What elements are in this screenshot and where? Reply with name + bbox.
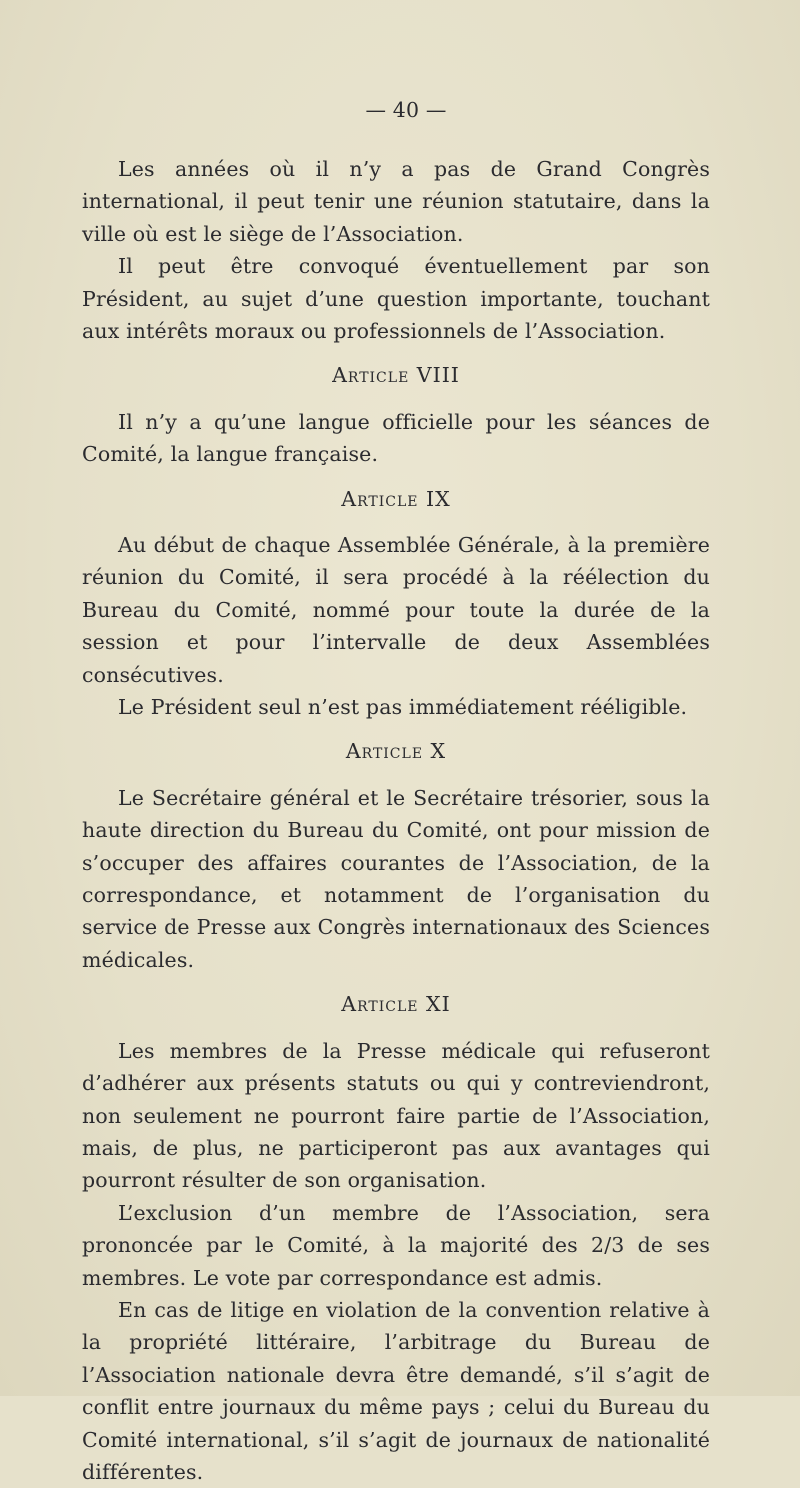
page-number: — 40 — bbox=[365, 98, 447, 122]
paragraph: Au début de chaque Assemblée Générale, à la première réunion du Comité, il sera procédé à la réélection du Bureau du Comité, nommé pour toute la durée de la session et pour l’intervalle de deux Assemblées consécutives. bbox=[82, 533, 710, 687]
paragraph: Le Secrétaire général et le Secrétaire trésorier, sous la haute direction du Bureau du Comité, ont pour mission de s’occuper des affaires courantes de l’Association, de la correspondance, et notamment de l’organisation du service de Presse aux Congrès internationaux des Sciences médicales. bbox=[82, 785, 710, 972]
paragraph: En cas de litige en violation de la convention relative à la propriété littéraire, l’arbitrage du Bureau de l’Association nationale devra être demandé, s’il s’agit de conflit entre journaux du même pays ; celui du Bureau du Comité international, s’il s’agit de journaux de nationalité différentes. bbox=[82, 1297, 710, 1484]
article-heading: Article IX bbox=[341, 486, 451, 511]
page-text bbox=[82, 94, 710, 1488]
article-heading: Article VIII bbox=[332, 363, 460, 388]
article-heading: Article X bbox=[345, 739, 447, 764]
paragraph: Il peut être convoqué éventuellement par son Président, au sujet d’une question importante, touchant aux intérêts moraux ou professionnels de l’Association. bbox=[82, 254, 710, 344]
paragraph: Les membres de la Presse médicale qui refuseront d’adhérer aux présents statuts ou qui y contreviendront, non seulement ne pourront faire partie de l’Association, mais, de plus, ne participeront pas aux avantages qui pourront résulter de son organisation. bbox=[82, 1038, 710, 1193]
paragraph: Il n’y a qu’une langue officielle pour les séances de Comité, la langue française. bbox=[82, 409, 710, 467]
article-heading: Article XI bbox=[341, 992, 451, 1017]
paragraph: Les années où il n’y a pas de Grand Congrès international, il peut tenir une réunion statutaire, dans la ville où est le siège de l’Association. bbox=[82, 157, 710, 246]
paragraph: L’exclusion d’un membre de l’Association, sera prononcée par le Comité, à la majorité des 2/3 de ses membres. Le vote par correspondance est admis. bbox=[82, 1200, 710, 1290]
paragraph: Le Président seul n’est pas immédiatement rééligible. bbox=[118, 695, 688, 720]
